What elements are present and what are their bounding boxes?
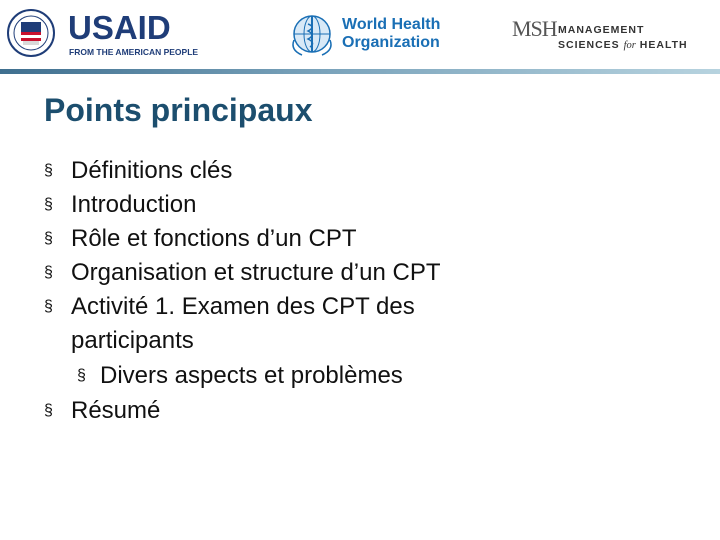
- usaid-seal-icon: [6, 8, 56, 58]
- bullet-item: [44, 222, 684, 256]
- msh-line-2c: HEALTH: [635, 39, 688, 51]
- who-wordmark: [342, 16, 440, 52]
- bullet-item: [44, 188, 684, 222]
- bullet-marker: §: [44, 402, 53, 419]
- usaid-wordmark: USAID: [68, 9, 171, 46]
- sub-bullet-item: [44, 358, 684, 394]
- msh-line-2b: for: [623, 40, 636, 51]
- msh-wordmark: [558, 23, 688, 53]
- sub-bullet-marker: §: [77, 367, 86, 384]
- bullet-text: Résumé: [71, 397, 161, 424]
- bullet-item: [44, 290, 541, 358]
- msh-mark: MSH: [512, 16, 557, 41]
- bullet-text: Organisation et structure d’un CPT: [71, 259, 441, 286]
- msh-line-2: [558, 38, 688, 53]
- bullet-item: [44, 394, 684, 428]
- msh-line-2a: SCIENCES: [558, 39, 624, 51]
- header-divider: [0, 69, 720, 74]
- who-logo: [288, 10, 458, 58]
- bullet-marker: §: [44, 264, 53, 281]
- msh-logo: [512, 12, 712, 52]
- who-line-1: World Health: [342, 16, 441, 33]
- bullet-marker: §: [44, 298, 53, 315]
- bullet-marker: §: [44, 196, 53, 213]
- sub-bullet-text: Divers aspects et problèmes: [100, 362, 403, 389]
- bullet-marker: §: [44, 162, 53, 179]
- who-line-2: Organization: [342, 34, 440, 51]
- slide-title: Points principaux: [44, 92, 313, 128]
- bullet-item: [44, 154, 684, 188]
- bullet-text: Introduction: [71, 191, 197, 218]
- bullet-text: Définitions clés: [71, 157, 233, 184]
- bullet-list: [44, 154, 684, 428]
- logo-bar: [0, 0, 720, 66]
- bullet-item: [44, 256, 684, 290]
- msh-line-1: MANAGEMENT: [558, 24, 645, 36]
- usaid-logo: [6, 8, 199, 58]
- bullet-text: Rôle et fonctions d’un CPT: [71, 225, 357, 252]
- bullet-text: Activité 1. Examen des CPT des participants: [71, 293, 415, 354]
- usaid-tagline: FROM THE AMERICAN PEOPLE: [69, 47, 199, 57]
- bullet-marker: §: [44, 230, 53, 247]
- who-emblem-icon: [288, 10, 336, 58]
